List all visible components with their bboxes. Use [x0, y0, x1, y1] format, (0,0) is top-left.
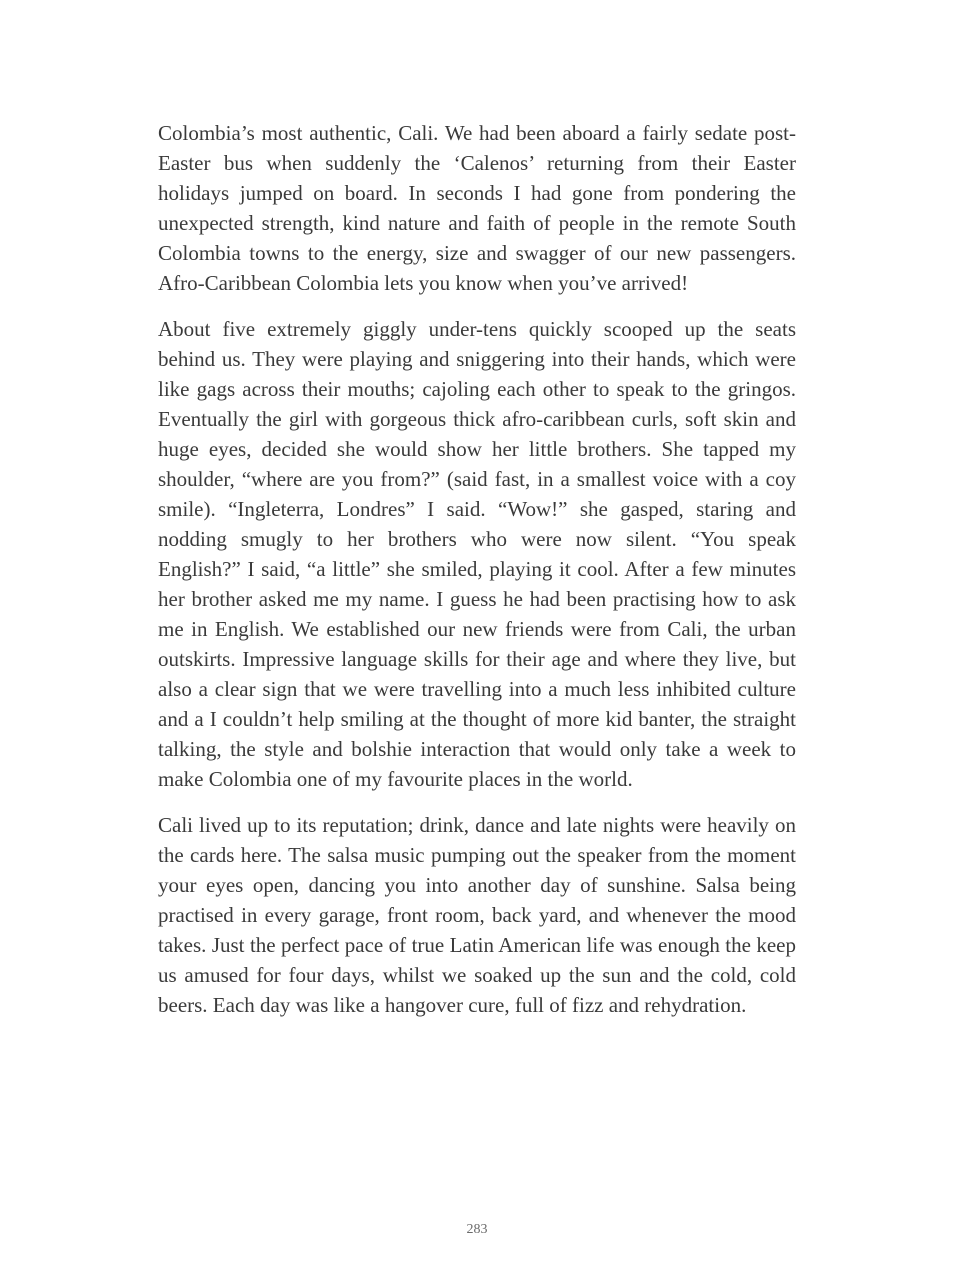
page-number: 283 — [466, 1222, 488, 1237]
paragraph-3: Cali lived up to its reputation; drink, dance and late nights were heavily on the cards here. The salsa music pumping out the speaker from the moment your eyes open, dancing you into another day of sunshine. Salsa being practised in every garage, front room, back yard, and whenever the mood takes. Just the perfect pace of true Latin American life was enough the keep us amused for four days, whilst we soaked up the sun and the cold, cold beers. Each day was like a hangover cure, full of fizz and rehydration. — [158, 813, 796, 1017]
paragraph-1: Colombia’s most authentic, Cali. We had been aboard a fairly sedate post-Easter bus when suddenly the ‘Calenos’ returning from their Easter holidays jumped on board. In seconds I had gone from pondering the unexpected strength, kind nature and faith of people in the remote South Colombia towns to the energy, size and swagger of our new passengers. Afro-Caribbean Colombia lets you know when you’ve arrived! — [158, 121, 796, 295]
page-body — [158, 118, 796, 1036]
paragraph-2: About five extremely giggly under-tens quickly scooped up the seats behind us. They were playing and sniggering into their hands, which were like gags across their mouths; cajoling each other to speak to the gringos. Eventually the girl with gorgeous thick afro-caribbean curls, soft skin and huge eyes, decided she would show her little brothers. She tapped my shoulder, “where are you from?” (said fast, in a smallest voice with a coy smile). “Ingleterra, Londres” I said. “Wow!” she gasped, staring and nodding smugly to her brothers who were now silent. “You speak English?” I said, “a little” she smiled, playing it cool. After a few minutes her brother asked me my name. I guess he had been practising how to ask me in English. We established our new friends were from Cali, the urban outskirts. Impressive language skills for their age and where they live, but also a clear sign that we were travelling into a much less inhibited culture and a I couldn’t help smiling at the thought of more kid banter, the straight talking, the style and bolshie interaction that would only take a week to make Colombia one of my favourite places in the world. — [158, 317, 796, 791]
